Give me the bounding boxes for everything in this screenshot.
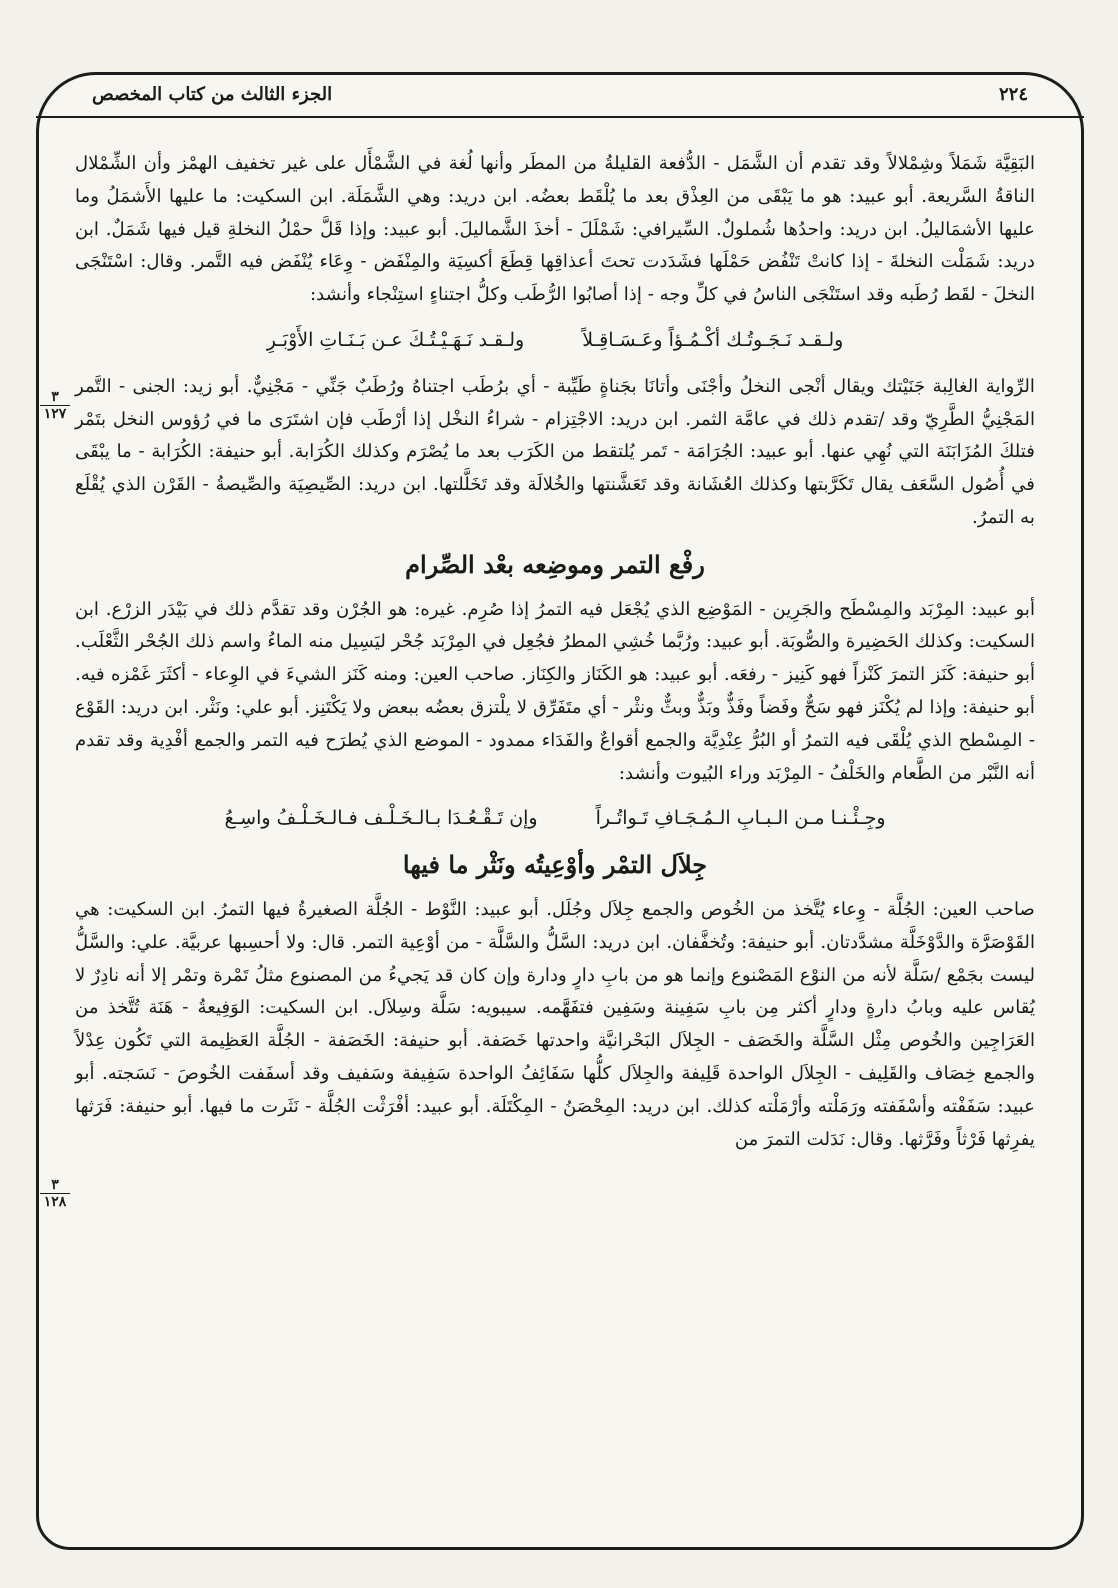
paragraph: أبو عبيد: المِرْبَد والمِسْطَح والجَرِين - المَوْضِع الذي يُجْعَل فيه التمرُ إذا صُرِم. غيره: هو الجُرْن وقد تقدَّم ذلك في بَيْدَر الزرْع. ابن السكيت: وكذلك الحَضِيرة والصُّوبَة. أبو عبيد: ورُبَّما خُشِي المطرُ فجُعِل في المِرْبَد جُحْر ليَسِيل منه الماءُ واسم ذلك الجُحْر الثَّعْلَب. أبو حنيفة: كَنَز التمرَ كَنْزاً فهو كَنِيز - رفعَه. أبو عبيد: هو الكَنَاز والكِنَاز. صاحب العين: ومنه كَنَز الشيءَ في الوِعاء - أكثَرَ غَمْزه فيه. أبو حنيفة: وإذا لم يُكْنَز فهو سَحٌّ وفَضاً وفَذٌّ وبَذٌّ وبثٌّ ونثْر - أي متَفَرِّق لا يلْتزق بعضُه ببعض ولا يَكْتَنِز. أبو علي: ونَثْر. ابن دريد: القَوْع - المِسْطح الذي يُلْقَى فيه التمرُ أو البُرُّ عِنْدِيَّة والجمع أقواعٌ والفَدَاء ممدود - الموضع الذي يُطرَح فيه التمر والجمع أفْدِية وقد تقدم أنه النَّبْر من الطَّعام والخَلْفُ - المِرْبَد وراء البُيوت وأنشد: [75,598,1035,784]
paragraph: البَقِيَّة شَمَلاً وشِمْلالاً وقد تقدم أن الشَّمَل - الدُّفعة القليلةُ من المطَر وأنها لُغة في الشَّمْأَل على غير تخفيف الهمْز وأن الشِّمْلال الناقةُ السَّريعة. أبو عبيد: هو ما يَبْقَى من العِذْق بعد ما يُلْقَط بعضُه. ابن دريد: وهي الشَّمَلَة. ابن السكيت: ما عليها الأَشمَلُ وما عليها الأشمَاليلُ. ابن دريد: واحدُها شُملولٌ. السِّيرافي: شَمْلَلَ - أخذَ الشَّماليلَ. أبو عبيد: وإذا قَلَّ حمْلُ النخلةِ قيل فيها شَمَلٌ. ابن دريد: شَمَلْت النخلةَ - إذا كانتْ تَنْفُض حَمْلَها فشَدَدت تحتَ أعذاقِها قِطَعَ أكسِيَة والمِنْفَض - وِعَاء يُنْفَض فيه التَّمر. وقال: اسْتَنْجَى النخلَ - لقَط رُطَبه وقد استَنْجَى الناسُ في كلِّ وجه - إذا أصابُوا الرُّطَب وكلُّ اجتناءٍ استِنْجاء وأنشد: [75,153,1035,306]
margin-note-page: ١٢٧ [43,406,67,422]
verse-second-hemistich: ولـقـد نَـهَـيْـتُـكَ عـن بَـنَـاتِ الأَوْبَـرِ [266,328,525,351]
verse-line [75,324,1035,357]
verse-first-hemistich: ولـقـد نَـجَـوتُـك أكْـمُـؤاً وعَـسَـاقِـلاً [582,328,844,351]
margin-note-2 [40,1178,70,1209]
margin-note-volume: ٣ [40,1178,70,1194]
paragraph: صاحب العين: الجُلَّة - وِعاء يُتَّخذ من الخُوص والجمع جِلاَل وجُلَل. أبو عبيد: النَّوْط - الجُلَّة الصغيرةُ فيها التمرُ. ابن السكيت: هي القَوْصَرَّة والدَّوْخَلَّة مشدَّدتان. أبو حنيفة: وتُخفَّفان. ابن دريد: السَّلُّ والسَّلَّة - من أوْعِية التمر. قال: ولا أحسِبها عربيَّة. علي: والسَّلُّ ليست بجَمْع /سَلَّة لأنه من النوْع المَصْنوع وإنما هو من بابِ دارٍ ودارة وإن كان قد يَجيءُ من المصنوع مثلُ تَمْرة وتمْر إلا أنه نادِرٌ لا يُقاس عليه وبابُ دارةٍ ودارٍ أكثر مِن بابِ سَفِينة وسَفِين فتفَهَّمه. سيبويه: سَلَّة وسِلاَل. ابن السكيت: الوَفِيعةُ - هَنَة تُتَّخذ من العَرَاجِين والخُوص مِثْل السَّلَّة والخَصَف - الجِلاَل البَحْرانيَّة واحدتها خَصَفة. أبو حنيفة: الخَصَفة - الجُلَّة العَظِيمة التي تَكُون عِدْلاً والجمع خِصَاف والقَلِيف - الجِلاَل الواحدة قَلِيفة والجِلاَل كلُّها سَفَائِفُ الواحدة سَفِيفة وسَفيف وقد أسفَفت الخُوصَ - نَسَجته. أبو عبيد: سَفَفْته وأسْفَفته ورَمَلْته وأرْمَلْته كذلك. ابن دريد: المِحْصَنُ - المِكْتَلَة. أبو عبيد: أفْرَثْت الجُلَّة - نَثَرت ما فيها. أبو حنيفة: فَرَثها يفرِثها فَرْثاً وفَرَّثها. وقال: نَدَلت التمرَ من [75,898,1036,1150]
book-title: الجزء الثالث من كتاب المخصص [92,83,333,105]
main-text [75,148,1035,1156]
margin-note-page: ١٢٨ [43,1194,67,1210]
margin-note-volume: ٣ [40,390,70,406]
verse-first-hemistich: وجِـئْـنـا مـن الـبـابِ الـمُـجَـافِ تَـواتُـراً [595,807,886,830]
paragraph: الرِّواية الغالِبة جَنَيْتك ويقال أنْجى النخلُ وأجْنَى وأتانَا بجَناةٍ طَيِّبة - أي برُطَب اجتناهُ ورُطَبٌ جَنِّي - مَجْنِيٌّ. أبو زيد: الجنى - التَّمر المَجْنِيُّ الطَّرِيّ وقد /تقدم ذلك في عامَّة الثمر. ابن دريد: الاجْتِزام - شراءُ النخْل إذا أرْطَب فإن اشتَرَى ما في رُؤوس النخل بتَمْر فتلكَ المُزَابَنَة التي نُهِي عنها. أبو عبيد: الجُرَامَة - تَمر يُلتقط من الكَرَب بعد ما يُصْرَم وكذلك الكُرَابة. أبو حنيفة: الكُرَابة - ما يبْقَى في أُصُول السَّعَف يقال تَكَرَّبتها وكذلك العُشَانة وقد تَعَشَّنتها والخُلالَة وقد تَخَلَّلتها. ابن دريد: الصِّيصِيَة والصِّيصةُ - القَرْن الذي يُقْلَع به التمرُ. [75,375,1035,528]
section-heading: جِلاَل التمْر وأوْعِيتُه ونَثْر ما فيها [402,850,708,880]
running-header [36,72,1084,118]
page-number: ٢٢٤ [998,83,1028,105]
margin-note-1 [40,390,70,421]
verse-second-hemistich: وإن تَـقْـعُـدَا بـالـخَـلْـف فـالـخَـلْـفُ واسِـعُ [224,807,538,830]
section-heading: رفْع التمر وموضِعه بعْد الصِّرام [405,549,705,579]
verse-line [75,802,1035,835]
